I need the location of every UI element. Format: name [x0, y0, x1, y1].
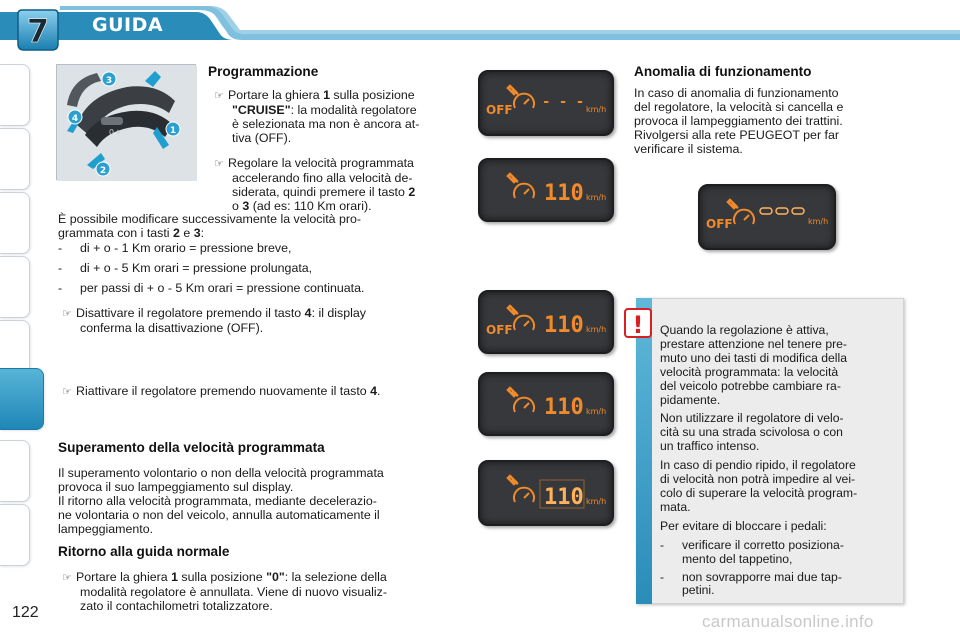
display-off-dashes: [478, 70, 614, 136]
speedometer-icon: [514, 316, 534, 330]
cruise-arrow-icon: [508, 86, 518, 94]
side-tab-3[interactable]: [0, 192, 30, 254]
list-item: - di + o - 1 Km orario = pressione breve,: [58, 241, 292, 255]
display-unit: km/h: [586, 497, 607, 506]
warning-text: [660, 324, 896, 598]
display-dashes: - - -: [542, 94, 585, 110]
stalk-label-2: 2: [99, 166, 107, 176]
display-off-label: OFF: [486, 323, 513, 337]
step-2: ☞ Regolare la velocità programmata accelerando fino alla velocità de- siderata, quindi premere il tasto 2 o 3 (ad es: 110 Km orari).: [214, 156, 416, 213]
section-title-anomalia: Anomalia di funzionamento: [634, 64, 812, 79]
display-speed: 110: [544, 485, 584, 510]
display-speed: 110: [544, 181, 584, 206]
chapter-badge: [14, 6, 62, 54]
list-item: - per passi di + o - 5 Km orari = pressione continuata.: [58, 281, 365, 295]
list-item: - di + o - 5 Km orari = pressione prolungata,: [58, 261, 313, 275]
stalk-label-1: 1: [169, 126, 177, 136]
superamento-p1: Il superamento volontario o non della velocità programmata provoca il suo lampeggiamento sul display.: [58, 466, 384, 494]
cruise-control-stalk-image: [56, 64, 196, 180]
display-speed: 110: [544, 395, 584, 420]
speedometer-icon: [514, 398, 534, 412]
display-unit: km/h: [808, 217, 829, 226]
watermark: carmanualsonline.info: [702, 612, 874, 631]
anomalia-text: In caso di anomalia di funzionamento del regolatore, la velocità si cancella e provoca il lampeggiamento dei trattini. Rivolgersi alla rete PEUGEOT per far verificare il sistema.: [634, 86, 844, 156]
warning-p2: Non utilizzare il regolatore di velo- cità su una strada scivolosa o con un traffico intenso.: [660, 411, 844, 454]
display-unit: km/h: [586, 105, 607, 114]
svg-text:0 ⏵: 0 ⏵: [109, 128, 121, 137]
warning-strip: [636, 298, 652, 604]
display-blinking-110: [478, 460, 614, 526]
side-tab-7[interactable]: [0, 440, 30, 502]
warning-exclamation-icon: [624, 308, 652, 338]
side-tab-4[interactable]: [0, 256, 30, 318]
modify-intro: È possibile modificare successivamente la velocità pro- grammata con i tasti 2 e 3:: [58, 212, 362, 240]
superamento-p2: Il ritorno alla velocità programmata, mediante decelerazio- ne volontaria o non del veicolo, annulla automaticamente il lampeggiamento.: [58, 494, 380, 536]
display-unit: km/h: [586, 193, 607, 202]
section-title-programmazione: Programmazione: [208, 64, 319, 79]
speedometer-icon: [514, 184, 534, 198]
display-off-110: [478, 290, 614, 354]
page-number: 122: [12, 604, 39, 621]
svg-text:!: !: [632, 311, 644, 338]
warning-p4: Per evitare di bloccare i pedali:: [660, 518, 827, 533]
warning-p3: In caso di pendio ripido, il regolatore di velocità non potrà impedire al vei- colo di superare la velocità program- mata.: [660, 458, 858, 514]
pointer-hand-icon: ☞: [62, 572, 72, 584]
warning-p1: Quando la regolazione è attiva, prestare attenzione nel tenere pre- muto uno dei tasti di modifica della velocità programmata: la velocità del veicolo potrebbe cambiare ra- pidamente.: [660, 323, 847, 407]
blinking-dashes-icon: [760, 208, 804, 214]
display-unit: km/h: [586, 407, 607, 416]
pointer-hand-icon: ☞: [62, 308, 72, 320]
side-tab-1[interactable]: [0, 64, 30, 126]
step-3: ☞ Disattivare il regolatore premendo il tasto 4: il display conferma la disattivazione (OFF).: [62, 306, 366, 335]
side-tab-2[interactable]: [0, 128, 30, 190]
speedometer-icon: [514, 94, 534, 108]
pointer-hand-icon: ☞: [214, 158, 224, 170]
display-fault: [698, 184, 836, 250]
ritorno-step: ☞ Portare la ghiera 1 sulla posizione "0": la selezione della modalità regolatore è annullata. Viene di nuovo visualiz- zato il contachilometri totalizzatore.: [62, 570, 387, 613]
side-tab-6-active[interactable]: [0, 368, 44, 430]
display-speed: 110: [544, 313, 584, 338]
display-reactivated-110: [478, 372, 614, 436]
modify-list: [58, 241, 464, 295]
list-item: - non sovrapporre mai due tap- petini.: [660, 569, 842, 598]
display-unit: km/h: [586, 325, 607, 334]
display-speed-110: [478, 158, 614, 222]
pointer-hand-icon: ☞: [214, 90, 224, 102]
display-off-label: OFF: [706, 217, 733, 231]
section-title-ritorno: Ritorno alla guida normale: [58, 544, 230, 559]
section-title-superamento: Superamento della velocità programmata: [58, 440, 325, 455]
speedometer-icon: [514, 488, 534, 502]
pointer-hand-icon: ☞: [62, 386, 72, 398]
list-item: - verificare il corretto posiziona- mento del tappetino,: [660, 537, 844, 566]
speedometer-icon: [734, 210, 754, 224]
display-off-label: OFF: [486, 103, 513, 117]
step-1: ☞ Portare la ghiera 1 sulla posizione "CRUISE": la modalità regolatore è selezionata ma non è ancora at- tiva (OFF).: [214, 88, 420, 145]
stalk-label-3: 3: [105, 76, 113, 86]
stalk-label-4: 4: [71, 114, 79, 124]
chapter-title: GUIDA: [92, 14, 164, 36]
step-4: ☞ Riattivare il regolatore premendo nuovamente il tasto 4.: [62, 384, 381, 398]
side-tab-8[interactable]: [0, 504, 30, 566]
chapter-number: 7: [26, 12, 50, 50]
